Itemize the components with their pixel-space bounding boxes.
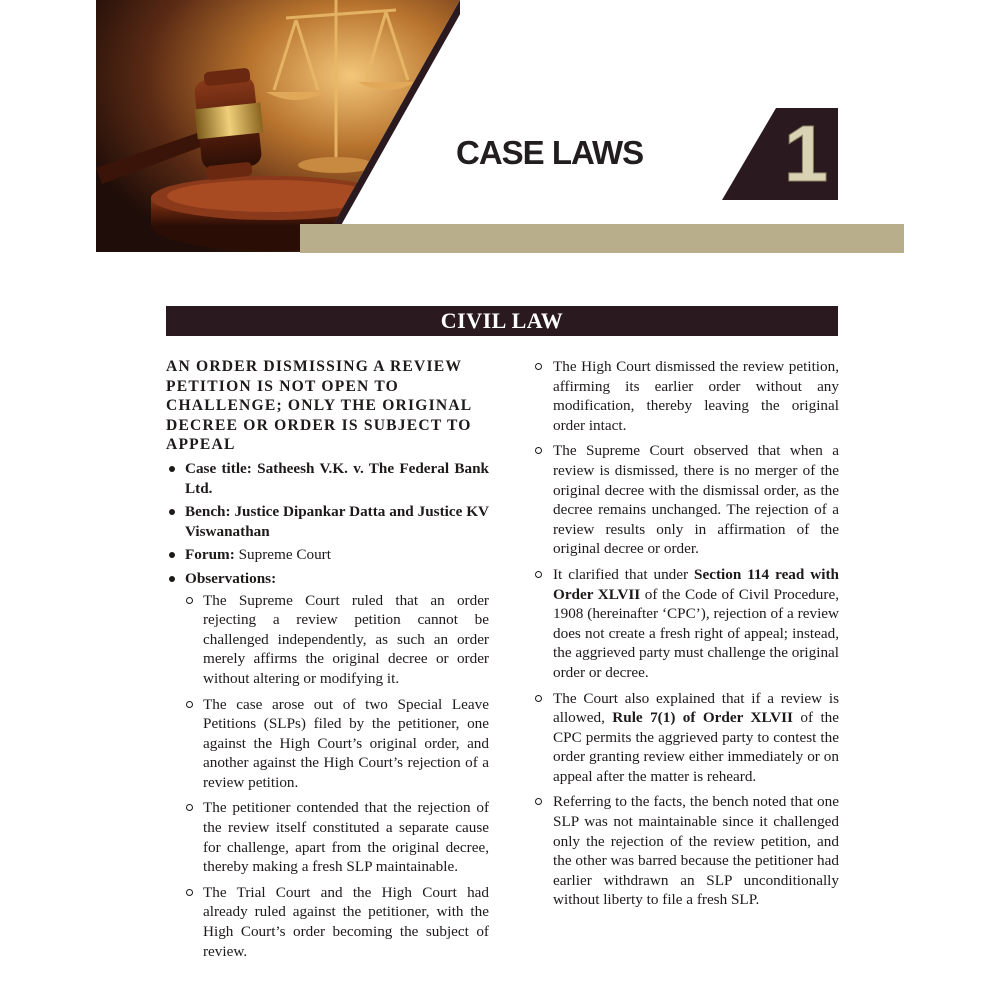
bench-value: Justice Dipankar Datta and Justice KV Viswanathan — [185, 503, 490, 540]
observations-list — [185, 591, 489, 962]
case-title-value: Satheesh V.K. v. The Federal Bank Ltd. — [185, 459, 489, 497]
observation-item: The petitioner contended that the rejection of the review itself constituted a separate cause for challenge, apart from the original decree, thereby making a fresh SLP maintainable. — [185, 798, 489, 876]
case-details-list — [166, 459, 489, 961]
case-title-item — [166, 459, 489, 498]
statute-reference: Rule 7(1) of Order XLVII — [612, 709, 793, 727]
right-column — [534, 357, 839, 916]
observations-label: Observations: — [185, 569, 277, 587]
observation-item: The Supreme Court observed that when a review is dismissed, there is no merger of the original decree with the dismissal order, as the decree remains unchanged. The rejection of a review results only in affirmation of the original decree or order. — [534, 441, 839, 559]
observation-item: The High Court dismissed the review petition, affirming its earlier order without any modification, thereby leaving the original order intact. — [534, 357, 839, 435]
observation-item — [534, 565, 839, 683]
forum-item — [166, 545, 489, 565]
observation-text: It clarified that under — [553, 565, 695, 583]
bench-label: Bench: — [185, 503, 231, 521]
chapter-title: CASE LAWS — [456, 134, 644, 171]
chapter-number: 1 — [783, 109, 829, 198]
observation-text: of the Code of Civil Procedure, 1908 (hereinafter ‘CPC’), rejection of a review does not create a fresh right of appeal; instead, the aggrieved party must challenge the original order or decree. — [553, 585, 839, 681]
case-heading: AN ORDER DISMISSING A REVIEW PETITION IS NOT OPEN TO CHALLENGE; ONLY THE ORIGINAL DECREE OR ORDER IS SUBJECT TO APPEAL — [166, 358, 472, 454]
observation-item — [534, 689, 839, 787]
forum-value: Supreme Court — [238, 546, 331, 564]
observation-item: The case arose out of two Special Leave Petitions (SLPs) filed by the petitioner, one against the High Court’s original order, and another against the High Court’s rejection of a review petition. — [185, 695, 489, 793]
observation-text: of the CPC permits the aggrieved party to contest the order granting review either immediately or on appeal after the matter is reheard. — [553, 709, 839, 785]
observations-list-continued — [534, 357, 839, 910]
forum-label: Forum: — [185, 546, 235, 564]
observations-item — [166, 569, 489, 961]
header-accent-bar — [300, 224, 904, 253]
header-image — [96, 0, 460, 252]
statute-reference: Section 114 read with Order XLVII — [553, 565, 839, 603]
observation-text: The Court also explained that if a review is allowed, — [553, 689, 839, 727]
observation-item: The Trial Court and the High Court had already ruled against the petitioner, with the High Court’s order becoming the subject of review. — [185, 883, 489, 961]
bench-item — [166, 502, 489, 541]
left-column — [166, 357, 489, 967]
section-title-banner: CIVIL LAW — [166, 306, 838, 336]
case-title-label: Case title: — [185, 459, 252, 477]
observation-item: The Supreme Court ruled that an order rejecting a review petition cannot be challenged independently, as such an order merely affirms the original decree or order without altering or modifying it. — [185, 591, 489, 689]
observation-item: Referring to the facts, the bench noted that one SLP was not maintainable since it challenged only the rejection of the review petition, and the other was barred because the petitioner had earlier withdrawn an SLP unconditionally without liberty to file a fresh SLP. — [534, 792, 839, 910]
gavel-scales-illustration — [96, 0, 460, 252]
